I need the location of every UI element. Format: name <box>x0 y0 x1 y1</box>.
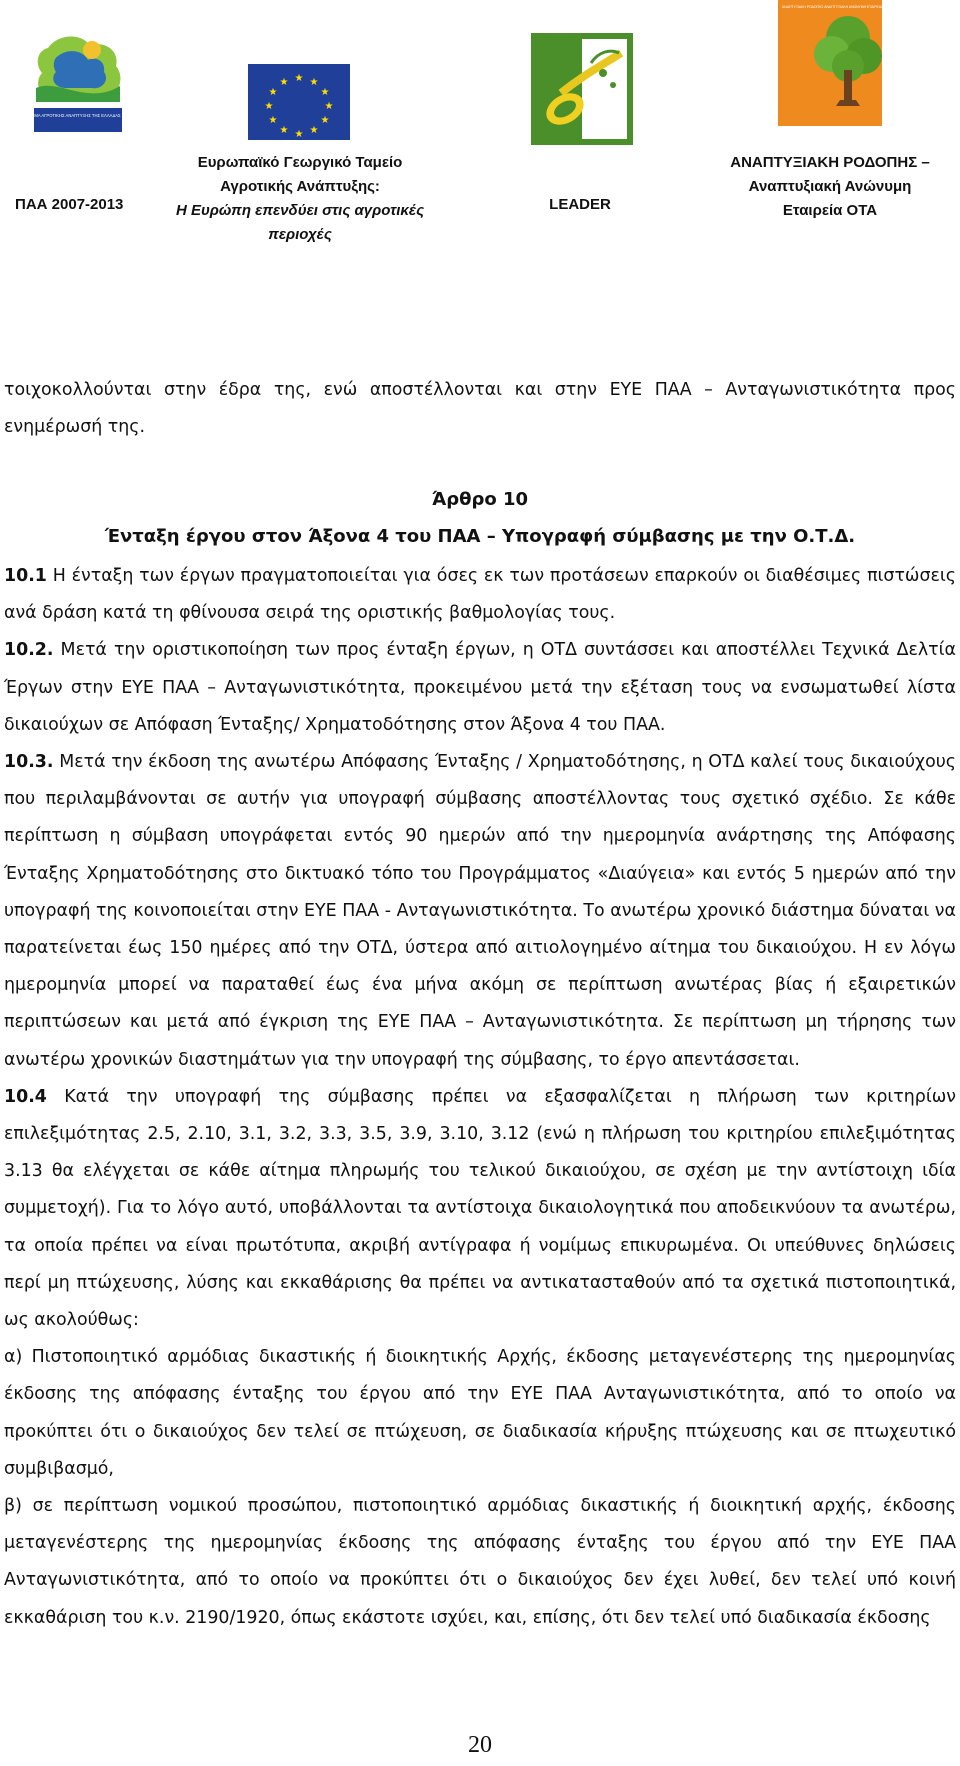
section-10-1 <box>4 558 956 632</box>
svg-text:★: ★ <box>264 101 274 112</box>
svg-text:★: ★ <box>279 77 289 88</box>
section-text: Μετά την έκδοση της ανωτέρω Απόφασης Ένταξης / Χρηματοδότησης, η ΟΤΔ καλεί τους δικαιούχους που περιλαμβάνονται σε αυτήν για υπογραφή σύμβασης αποστέλλοντας τους σχετικό σχέδιο. Σε κάθε περίπτωση η σύμβαση υπογράφεται εντός 90 ημερών από την ημερομηνία ανάρτησης της Απόφασης Ένταξης Χρηματοδότησης στο δικτυακό τόπο του Προγράμματος «Διαύγεια» και εντός 5 ημερών από την υπογραφή της κοινοποιείται στην ΕΥΕ ΠΑΑ - Ανταγωνιστικότητα. Το ανωτέρω χρονικό διάστημα δύναται να παρατείνεται έως 150 ημέρες από την ΟΤΔ, ύστερα από αιτιολογημένο αίτημα του δικαιούχου. Η εν λόγω ημερομηνία μπορεί να παραταθεί έως ένα μήνα ακόμη σε περίπτωση ανωτέρας βίας ή εξαιρετικών περιπτώσεων και μετά από έγκριση της ΕΥΕ ΠΑΑ – Ανταγωνιστικότητα. Σε περίπτωση μη τήρησης των ανωτέρω χρονικών διαστημάτων για την υπογραφή της σύμβασης, το έργο απεντάσσεται. <box>4 752 956 1070</box>
rodopi-logo-text: ΑΝΑΠΤΥΞΙΑΚΗ ΡΟΔΟΠΗΣ ΑΝΑΠΤΥΞΙΑΚΗ ΑΝΩΝΥΜΗ ΕΤΑΙΡΕΙΑ Ο.Τ.Α. <box>782 5 893 9</box>
article-title: Άρθρο 10 <box>431 489 529 510</box>
svg-text:★: ★ <box>309 125 319 136</box>
section-10-3 <box>4 744 956 1079</box>
header-program: ΠΑΑ 2007-2013 <box>15 196 124 213</box>
header-leader: LEADER <box>549 196 611 213</box>
header-company-line-2: Αναπτυξιακή Ανώνυμη <box>748 178 912 195</box>
section-number: 10.4 <box>4 1086 47 1107</box>
svg-text:★: ★ <box>268 87 278 98</box>
svg-text:★: ★ <box>324 101 334 112</box>
header-fund-line-2: Αγροτικής Ανάπτυξης: <box>220 178 380 195</box>
section-number: 10.2. <box>4 640 54 661</box>
section-text: Μετά την οριστικοποίηση των προς ένταξη έργων, η ΟΤΔ συντάσσει και αποστέλλει Τεχνικά Δελτία Έργων στην ΕΥΕ ΠΑΑ – Ανταγωνιστικότητα, προκειμένου μετά την εξέταση τους να ενσωματωθεί λίστα δικαιούχων σε Απόφαση Ένταξης/ Χρηματοδότησης στον Άξονα 4 του ΠΑΑ. <box>4 640 956 735</box>
article-body <box>4 558 956 1637</box>
svg-text:★: ★ <box>294 129 304 140</box>
svg-text:★: ★ <box>268 115 278 126</box>
header-fund-line-3: Η Ευρώπη επενδύει στις αγροτικές <box>175 202 425 219</box>
header-fund <box>150 151 450 247</box>
header-company <box>700 151 960 223</box>
section-text: Η ένταξη των έργων πραγματοποιείται για όσες εκ των προτάσεων επαρκούν οι διαθέσιμες πιστώσεις ανά δράση κατά τη φθίνουσα σειρά της οριστικής βαθμολογίας τους. <box>4 566 956 624</box>
header-company-line-3: Εταιρεία ΟΤΑ <box>782 202 878 219</box>
svg-text:★: ★ <box>279 125 289 136</box>
section-text: Κατά την υπογραφή της σύμβασης πρέπει να εξασφαλίζεται η πλήρωση των κριτηρίων επιλεξιμότητας 2.5, 2.10, 3.1, 3.2, 3.3, 3.5, 3.9, 3.10, 3.12 (ενώ η πλήρωση του κριτηρίου επιλεξιμότητας 3.13 θα ελέγχεται σε κάθε αίτημα πληρωμής του τελικού δικαιούχου, σε σχέση με την αντίστοιχη ιδία συμμετοχή). Για το λόγο αυτό, υποβάλλονται τα αντίστοιχα δικαιολογητικά που αποδεικνύουν τα ανωτέρω, τα οποία πρέπει να είναι πρωτότυπα, ακριβή αντίγραφα ή νομίμως επικυρωμένα. Οι υπεύθυνες δηλώσεις περί μη πτώχευσης, λύσης και εκκαθάρισης θα πρέπει να αντικατασταθούν από τα σχετικά πιστοποιητικά, ως ακολούθως: <box>4 1086 956 1331</box>
intro-paragraph <box>4 372 956 446</box>
eu-flag-logo <box>248 64 350 140</box>
section-number: 10.1 <box>4 566 47 586</box>
program-logo-text: ΠΡΟΓΡΑΜΜΑ ΑΓΡΟΤΙΚΗΣ ΑΝΑΠΤΥΞΗΣ ΤΗΣ ΕΛΛΑΔΑΣ 2007-2013 <box>14 113 142 118</box>
header-fund-line-4: περιοχές <box>268 226 332 243</box>
rodopi-logo <box>778 0 893 126</box>
section-10-4 <box>4 1079 956 1339</box>
page-number: 20 <box>468 1732 492 1758</box>
section-10-2 <box>4 632 956 744</box>
svg-text:★: ★ <box>309 77 319 88</box>
item-b: β) σε περίπτωση νομικού προσώπου, πιστοποιητικό αρμόδιας δικαστικής ή διοικητική αρχής, έκδοσης μεταγενέστερης της ημερομηνίας έκδοσης της απόφασης ένταξης του έργου από την ΕΥΕ ΠΑΑ Ανταγωνιστικότητα, από το οποίο να προκύπτει ότι ο δικαιούχος δεν έχει λυθεί, δεν τελεί υπό κοινή εκκαθάριση του κ.ν. 2190/1920, όπως εκάστοτε ισχύει, και, επίσης, ότι δεν τελεί υπό διαδικασία έκδοσης <box>4 1496 956 1628</box>
article-subtitle: Ένταξη έργου στον Άξονα 4 του ΠΑΑ – Υπογραφή σύμβασης με την Ο.Τ.Δ. <box>104 526 856 547</box>
svg-text:★: ★ <box>294 73 304 84</box>
program-logo <box>14 28 142 138</box>
section-number: 10.3. <box>4 752 54 773</box>
header-fund-line-1: Ευρωπαϊκό Γεωργικό Ταμείο <box>197 154 403 171</box>
item-a: α) Πιστοποιητικό αρμόδιας δικαστικής ή διοικητικής Αρχής, έκδοσης μεταγενέστερης της ημερομηνίας έκδοσης της απόφασης ένταξης του έργου από την ΕΥΕ ΠΑΑ Ανταγωνιστικότητα, από το οποίο να προκύπτει ότι ο δικαιούχος δεν τελεί σε πτώχευση, σε διαδικασία κήρυξης πτώχευσης και σε πτωχευτικό συμβιβασμό, <box>4 1347 956 1479</box>
intro-text: τοιχοκολλούνται στην έδρα της, ενώ αποστέλλονται και στην ΕΥΕ ΠΑΑ – Ανταγωνιστικότητα προς ενημέρωσή της. <box>4 380 956 438</box>
svg-text:★: ★ <box>320 87 330 98</box>
svg-text:★: ★ <box>320 115 330 126</box>
header-company-line-1: ΑΝΑΠΤΥΞΙΑΚΗ ΡΟΔΟΠΗΣ – <box>730 154 930 171</box>
leader-logo <box>531 33 633 145</box>
